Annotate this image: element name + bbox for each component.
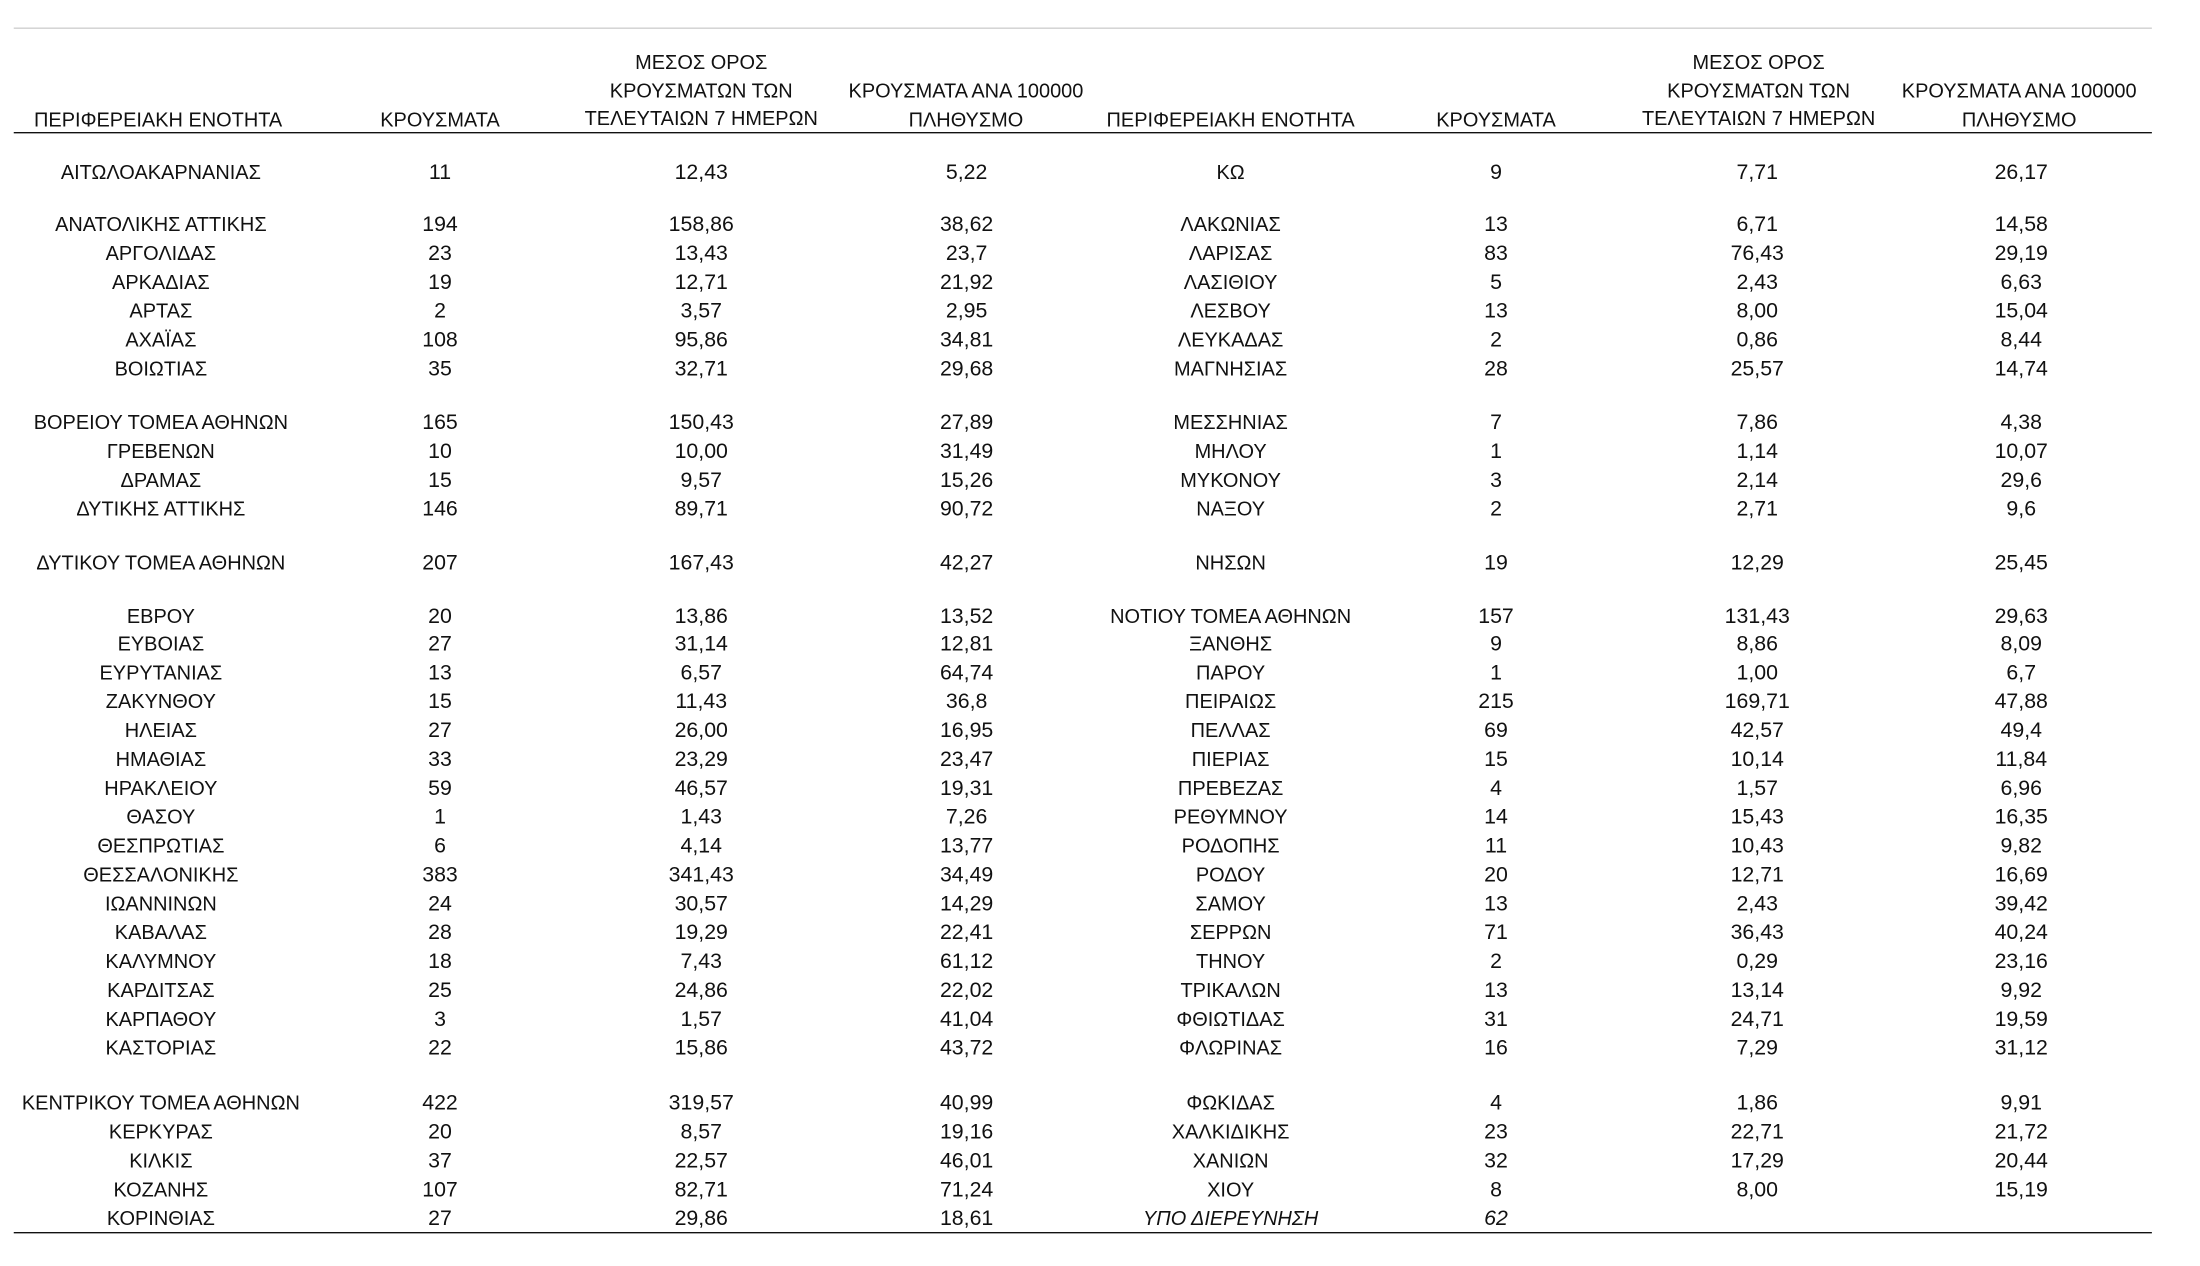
right-cases-per-100k-cell: 14,58 (1994, 213, 2048, 237)
left-seven-day-avg-cell: 341,43 (668, 863, 734, 887)
right-cases-cell: 32 (1484, 1149, 1508, 1173)
left-cases-cell: 10 (428, 440, 452, 464)
left-cases-per-100k-cell: 15,26 (939, 468, 994, 493)
left-cases-per-100k-cell: 12,81 (939, 632, 994, 656)
right-seven-day-avg-cell: 2,43 (1736, 892, 1778, 916)
right-cases-per-100k-cell: 47,88 (1994, 690, 2048, 714)
left-cases-cell: 20 (428, 1120, 452, 1144)
right-cases-cell: 16 (1484, 1036, 1508, 1061)
right-cases-per-100k-cell: 49,4 (2000, 719, 2042, 743)
right-region-name-cell: ΤΡΙΚΑΛΩΝ (1180, 980, 1281, 1003)
left-seven-day-avg-cell: 9,57 (680, 468, 722, 493)
left-region-name-cell: ΖΑΚΥΝΘΟΥ (105, 691, 216, 714)
left-region-name-cell: ΗΜΑΘΙΑΣ (115, 749, 207, 772)
right-seven-day-avg-cell: 13,14 (1730, 979, 1784, 1003)
left-seven-day-avg-cell: 319,57 (668, 1091, 734, 1116)
right-cases-per-100k-cell: 9,92 (2000, 979, 2042, 1003)
left-seven-day-avg-cell: 46,57 (674, 776, 728, 801)
header-avg-line1: ΜΕΣΟΣ ΟΡΟΣ (1692, 52, 1825, 75)
left-region-name-cell: ΓΡΕΒΕΝΩΝ (106, 441, 215, 464)
left-cases-per-100k-cell: 18,61 (939, 1207, 994, 1231)
right-cases-per-100k-cell: 6,63 (2000, 270, 2042, 295)
right-seven-day-avg-cell: 15,43 (1730, 805, 1784, 830)
right-seven-day-avg-cell: 10,43 (1730, 834, 1784, 858)
left-region-name-cell: ΚΑΡΔΙΤΣΑΣ (107, 980, 215, 1003)
right-seven-day-avg-cell: 12,29 (1730, 551, 1784, 575)
left-region-name-cell: ΚΑΡΠΑΘΟΥ (105, 1009, 217, 1032)
left-seven-day-avg-cell: 1,43 (680, 805, 722, 830)
right-region-name-cell: ΛΕΣΒΟΥ (1190, 301, 1271, 324)
right-cases-cell: 31 (1484, 1007, 1508, 1032)
left-region-name-cell: ΙΩΑΝΝΙΝΩΝ (104, 893, 217, 916)
left-cases-per-100k-cell: 34,49 (939, 863, 994, 887)
header-per100k-left (825, 78, 1107, 134)
right-region-name-cell: ΛΕΥΚΑΔΑΣ (1177, 330, 1284, 352)
left-seven-day-avg-cell: 7,43 (680, 950, 722, 974)
right-region-name-cell: ΝΗΣΩΝ (1195, 552, 1266, 575)
left-cases-per-100k-cell: 5,22 (945, 160, 988, 185)
right-region-name-cell: ΚΩ (1216, 162, 1245, 185)
right-region-name-cell: ΜΗΛΟΥ (1194, 441, 1267, 464)
right-cases-per-100k-cell: 10,07 (1994, 440, 2048, 464)
right-seven-day-avg-cell: 25,57 (1730, 357, 1784, 381)
right-region-name-cell: ΥΠΟ ΔΙΕΡΕΥΝΗΣΗ (1142, 1208, 1319, 1231)
left-region-name-cell: ΚΕΡΚΥΡΑΣ (108, 1122, 213, 1144)
left-cases-per-100k-cell: 43,72 (939, 1036, 994, 1061)
right-cases-cell: 11 (1484, 834, 1508, 858)
right-region-name-cell: ΦΩΚΙΔΑΣ (1186, 1093, 1275, 1116)
header-per100k-line1: ΚΡΟΥΣΜΑΤΑ ΑΝΑ 100000 (1901, 81, 2137, 104)
left-seven-day-avg-cell: 32,71 (674, 357, 728, 381)
left-seven-day-avg-cell: 6,57 (680, 661, 722, 685)
right-cases-cell: 2 (1490, 328, 1502, 352)
left-cases-cell: 6 (434, 834, 446, 858)
right-cases-per-100k-cell: 23,16 (1994, 950, 2048, 974)
right-seven-day-avg-cell: 169,71 (1724, 690, 1790, 714)
right-cases-cell: 13 (1484, 979, 1508, 1003)
left-cases-per-100k-cell: 22,41 (939, 921, 994, 945)
right-region-name-cell: ΛΑΚΩΝΙΑΣ (1180, 214, 1281, 237)
left-cases-per-100k-cell: 46,01 (939, 1149, 994, 1173)
right-region-name-cell: ΡΟΔΟΥ (1195, 864, 1266, 887)
left-cases-per-100k-cell: 31,49 (939, 440, 994, 464)
right-seven-day-avg-cell: 22,71 (1730, 1120, 1784, 1144)
right-cases-cell: 1 (1490, 440, 1502, 464)
right-seven-day-avg-cell: 12,71 (1730, 863, 1784, 887)
left-cases-per-100k-cell: 27,89 (939, 411, 994, 435)
right-cases-cell: 4 (1490, 776, 1502, 801)
right-cases-cell: 71 (1484, 921, 1508, 945)
header-avg-line3: ΤΕΛΕΥΤΑΙΩΝ 7 ΗΜΕΡΩΝ (1641, 108, 1876, 131)
left-seven-day-avg-cell: 12,71 (674, 270, 728, 295)
left-cases-cell: 27 (428, 1207, 452, 1231)
left-cases-cell: 20 (428, 605, 452, 629)
header-avg-line1: ΜΕΣΟΣ ΟΡΟΣ (635, 52, 768, 75)
left-cases-cell: 3 (434, 1007, 446, 1032)
right-cases-cell: 83 (1484, 242, 1508, 266)
right-seven-day-avg-cell: 0,29 (1736, 950, 1778, 974)
right-region-name-cell: ΜΕΣΣΗΝΙΑΣ (1173, 412, 1288, 435)
right-region-name-cell: ΡΕΘΥΜΝΟΥ (1173, 807, 1288, 830)
right-cases-cell: 13 (1484, 892, 1508, 916)
right-seven-day-avg-cell: 8,00 (1736, 1178, 1778, 1202)
header-avg-line2: ΚΡΟΥΣΜΑΤΩΝ ΤΩΝ (1667, 80, 1851, 103)
left-cases-per-100k-cell: 36,8 (945, 690, 988, 714)
left-cases-cell: 22 (428, 1036, 452, 1061)
right-cases-per-100k-cell: 20,44 (1994, 1149, 2048, 1173)
right-cases-cell: 15 (1484, 748, 1508, 772)
right-cases-per-100k-cell: 9,91 (2000, 1091, 2042, 1116)
right-region-name-cell: ΠΡΕΒΕΖΑΣ (1177, 778, 1284, 801)
right-region-name-cell: ΝΑΞΟΥ (1196, 499, 1266, 522)
left-seven-day-avg-cell: 82,71 (674, 1178, 728, 1202)
left-region-name-cell: ΑΧΑΪΑΣ (125, 330, 197, 352)
left-cases-cell: 33 (428, 748, 452, 772)
left-seven-day-avg-cell: 29,86 (674, 1207, 728, 1231)
left-cases-cell: 11 (428, 160, 452, 185)
right-cases-cell: 62 (1484, 1207, 1508, 1231)
right-seven-day-avg-cell: 1,14 (1736, 440, 1778, 464)
header-cases-right: ΚΡΟΥΣΜΑΤΑ (1436, 110, 1556, 132)
left-cases-cell: 35 (428, 357, 452, 381)
left-cases-cell: 27 (428, 632, 452, 656)
left-region-name-cell: ΚΟΡΙΝΘΙΑΣ (106, 1208, 215, 1231)
right-region-name-cell: ΦΘΙΩΤΙΔΑΣ (1176, 1009, 1285, 1032)
left-seven-day-avg-cell: 8,57 (680, 1120, 722, 1144)
right-region-name-cell: ΠΑΡΟΥ (1196, 662, 1266, 685)
right-seven-day-avg-cell: 42,57 (1730, 719, 1784, 743)
left-cases-cell: 25 (428, 979, 452, 1003)
right-region-name-cell: ΣΑΜΟΥ (1195, 893, 1266, 916)
right-region-name-cell: ΤΗΝΟΥ (1196, 951, 1266, 974)
right-seven-day-avg-cell: 2,43 (1736, 270, 1778, 295)
right-seven-day-avg-cell: 0,86 (1736, 328, 1778, 352)
right-cases-cell: 28 (1484, 357, 1508, 381)
left-seven-day-avg-cell: 13,86 (674, 605, 728, 629)
right-cases-per-100k-cell: 31,12 (1994, 1036, 2048, 1061)
left-region-name-cell: ΑΡΚΑΔΙΑΣ (112, 272, 210, 295)
right-cases-cell: 7 (1490, 411, 1502, 435)
right-cases-cell: 9 (1490, 632, 1502, 656)
right-seven-day-avg-cell: 1,86 (1736, 1091, 1778, 1116)
left-region-name-cell: ΑΡΓΟΛΙΔΑΣ (105, 243, 217, 266)
left-cases-per-100k-cell: 7,26 (945, 805, 988, 830)
header-rule (14, 132, 2152, 133)
left-region-name-cell: ΔΡΑΜΑΣ (120, 470, 202, 493)
left-cases-per-100k-cell: 23,47 (939, 748, 994, 772)
left-cases-per-100k-cell: 29,68 (939, 357, 994, 381)
right-region-name-cell: ΦΛΩΡΙΝΑΣ (1179, 1038, 1283, 1061)
right-cases-per-100k-cell: 40,24 (1994, 921, 2048, 945)
left-cases-per-100k-cell: 16,95 (939, 719, 994, 743)
left-region-name-cell: ΒΟΡΕΙΟΥ ΤΟΜΕΑ ΑΘΗΝΩΝ (33, 412, 289, 435)
left-cases-cell: 13 (428, 661, 452, 685)
left-cases-cell: 107 (422, 1178, 458, 1202)
right-region-name-cell: ΜΑΓΝΗΣΙΑΣ (1174, 358, 1288, 381)
right-cases-per-100k-cell: 14,74 (1994, 357, 2048, 381)
left-cases-per-100k-cell: 19,16 (939, 1120, 994, 1144)
right-cases-per-100k-cell: 8,09 (2000, 632, 2042, 656)
right-cases-per-100k-cell: 19,59 (1994, 1007, 2048, 1032)
right-cases-cell: 157 (1478, 605, 1514, 629)
left-region-name-cell: ΚΟΖΑΝΗΣ (113, 1179, 209, 1202)
right-cases-per-100k-cell: 4,38 (2000, 411, 2042, 435)
right-cases-per-100k-cell: 25,45 (1994, 551, 2048, 575)
header-per100k-line2: ΠΛΗΘΥΣΜΟ (1961, 109, 2077, 132)
right-region-name-cell: ΧΑΛΚΙΔΙΚΗΣ (1171, 1122, 1290, 1144)
right-cases-cell: 5 (1490, 270, 1502, 295)
left-seven-day-avg-cell: 31,14 (674, 632, 728, 656)
right-region-name-cell: ΧΑΝΙΩΝ (1192, 1150, 1269, 1173)
left-seven-day-avg-cell: 24,86 (674, 979, 728, 1003)
right-region-name-cell: ΛΑΣΙΘΙΟΥ (1183, 272, 1278, 295)
right-cases-cell: 215 (1478, 690, 1514, 714)
left-cases-per-100k-cell: 13,77 (939, 834, 994, 858)
left-region-name-cell: ΒΟΙΩΤΙΑΣ (114, 358, 208, 381)
left-seven-day-avg-cell: 19,29 (674, 921, 728, 945)
left-seven-day-avg-cell: 3,57 (680, 299, 722, 324)
left-seven-day-avg-cell: 1,57 (680, 1007, 722, 1032)
left-region-name-cell: ΑΙΤΩΛΟΑΚΑΡΝΑΝΙΑΣ (60, 162, 261, 185)
header-region-left: ΠΕΡΙΦΕΡΕΙΑΚΗ ΕΝΟΤΗΤΑ (34, 110, 283, 132)
left-seven-day-avg-cell: 13,43 (674, 242, 728, 266)
left-cases-per-100k-cell: 64,74 (939, 661, 994, 685)
right-seven-day-avg-cell: 7,29 (1736, 1036, 1778, 1061)
right-cases-cell: 19 (1484, 551, 1508, 575)
left-cases-cell: 1 (434, 805, 446, 830)
left-seven-day-avg-cell: 150,43 (668, 411, 734, 435)
right-cases-cell: 13 (1484, 299, 1508, 324)
left-cases-cell: 2 (434, 299, 446, 324)
header-avg-right (1628, 50, 1889, 135)
right-region-name-cell: ΣΕΡΡΩΝ (1189, 922, 1272, 945)
right-cases-per-100k-cell: 15,04 (1994, 299, 2048, 324)
right-cases-cell: 4 (1490, 1091, 1502, 1116)
left-cases-per-100k-cell: 71,24 (939, 1178, 994, 1202)
left-cases-per-100k-cell: 41,04 (939, 1007, 994, 1032)
left-region-name-cell: ΚΙΛΚΙΣ (129, 1150, 193, 1173)
left-region-name-cell: ΘΕΣΠΡΩΤΙΑΣ (97, 836, 225, 858)
left-cases-per-100k-cell: 38,62 (939, 213, 994, 237)
left-cases-cell: 165 (422, 411, 458, 435)
left-seven-day-avg-cell: 167,43 (668, 551, 734, 575)
left-cases-cell: 207 (422, 551, 458, 575)
left-region-name-cell: ΑΝΑΤΟΛΙΚΗΣ ΑΤΤΙΚΗΣ (55, 214, 267, 237)
bottom-rule (14, 1232, 2152, 1233)
left-cases-cell: 59 (428, 776, 452, 801)
right-region-name-cell: ΠΙΕΡΙΑΣ (1191, 749, 1270, 772)
header-avg-line3: ΤΕΛΕΥΤΑΙΩΝ 7 ΗΜΕΡΩΝ (584, 108, 818, 131)
left-region-name-cell: ΚΕΝΤΡΙΚΟΥ ΤΟΜΕΑ ΑΘΗΝΩΝ (21, 1093, 300, 1116)
left-seven-day-avg-cell: 22,57 (674, 1149, 728, 1173)
right-cases-cell: 3 (1490, 468, 1502, 493)
right-cases-cell: 69 (1484, 719, 1508, 743)
left-seven-day-avg-cell: 23,29 (674, 748, 728, 772)
right-cases-per-100k-cell: 15,19 (1994, 1178, 2048, 1202)
right-region-name-cell: ΜΥΚΟΝΟΥ (1180, 470, 1281, 493)
left-seven-day-avg-cell: 95,86 (674, 328, 728, 352)
left-cases-per-100k-cell: 13,52 (939, 605, 994, 629)
right-cases-per-100k-cell: 29,63 (1994, 605, 2048, 629)
right-cases-per-100k-cell: 6,96 (2000, 776, 2042, 801)
right-cases-per-100k-cell: 29,19 (1994, 242, 2048, 266)
right-seven-day-avg-cell: 36,43 (1730, 921, 1784, 945)
right-seven-day-avg-cell: 7,86 (1736, 411, 1778, 435)
left-cases-per-100k-cell: 34,81 (939, 328, 994, 352)
header-per100k-line2: ΠΛΗΘΥΣΜΟ (908, 109, 1024, 132)
left-region-name-cell: ΚΑΒΑΛΑΣ (114, 922, 207, 945)
right-cases-cell: 20 (1484, 863, 1508, 887)
right-seven-day-avg-cell: 8,00 (1736, 299, 1778, 324)
right-cases-cell: 2 (1490, 497, 1502, 522)
right-region-name-cell: ΝΟΤΙΟΥ ΤΟΜΕΑ ΑΘΗΝΩΝ (1110, 606, 1352, 629)
right-cases-cell: 1 (1490, 661, 1502, 685)
left-cases-cell: 146 (422, 497, 458, 522)
left-cases-cell: 108 (422, 328, 458, 352)
left-cases-cell: 24 (428, 892, 452, 916)
left-cases-per-100k-cell: 14,29 (939, 892, 994, 916)
left-region-name-cell: ΘΕΣΣΑΛΟΝΙΚΗΣ (83, 864, 239, 887)
left-cases-cell: 422 (422, 1091, 458, 1116)
header-per100k-right (1878, 78, 2160, 134)
right-seven-day-avg-cell: 17,29 (1730, 1149, 1784, 1173)
left-cases-per-100k-cell: 19,31 (939, 776, 994, 801)
right-seven-day-avg-cell: 10,14 (1730, 748, 1784, 772)
right-region-name-cell: ΠΕΛΛΑΣ (1190, 720, 1271, 743)
left-seven-day-avg-cell: 158,86 (668, 213, 734, 237)
left-cases-per-100k-cell: 40,99 (939, 1091, 994, 1116)
left-region-name-cell: ΘΑΣΟΥ (126, 807, 196, 830)
left-cases-cell: 194 (422, 213, 458, 237)
left-cases-cell: 383 (422, 863, 458, 887)
right-cases-cell: 2 (1490, 950, 1502, 974)
header-cases-left: ΚΡΟΥΣΜΑΤΑ (380, 110, 500, 132)
left-cases-cell: 37 (428, 1149, 452, 1173)
left-seven-day-avg-cell: 30,57 (674, 892, 728, 916)
header-per100k-line1: ΚΡΟΥΣΜΑΤΑ ΑΝΑ 100000 (848, 81, 1084, 104)
left-cases-per-100k-cell: 23,7 (945, 242, 988, 266)
header-avg-line2: ΚΡΟΥΣΜΑΤΩΝ ΤΩΝ (609, 80, 793, 103)
left-cases-per-100k-cell: 61,12 (939, 950, 994, 974)
right-cases-cell: 23 (1484, 1120, 1508, 1144)
left-region-name-cell: ΕΥΡΥΤΑΝΙΑΣ (99, 662, 223, 685)
right-seven-day-avg-cell: 7,71 (1736, 160, 1778, 185)
right-seven-day-avg-cell: 24,71 (1730, 1007, 1784, 1032)
top-divider (14, 28, 2152, 29)
header-avg-left (571, 50, 832, 135)
left-cases-per-100k-cell: 42,27 (939, 551, 994, 575)
right-cases-per-100k-cell: 16,35 (1994, 805, 2048, 830)
left-region-name-cell: ΗΡΑΚΛΕΙΟΥ (104, 778, 218, 801)
left-cases-cell: 19 (428, 270, 452, 295)
right-region-name-cell: ΠΕΙΡΑΙΩΣ (1185, 691, 1277, 714)
left-seven-day-avg-cell: 26,00 (674, 719, 728, 743)
left-cases-cell: 15 (428, 468, 452, 493)
left-region-name-cell: ΑΡΤΑΣ (129, 301, 193, 324)
left-cases-per-100k-cell: 22,02 (939, 979, 994, 1003)
left-cases-cell: 27 (428, 719, 452, 743)
right-region-name-cell: ΧΙΟΥ (1207, 1179, 1255, 1202)
right-cases-cell: 13 (1484, 213, 1508, 237)
right-seven-day-avg-cell: 2,14 (1736, 468, 1778, 493)
right-cases-per-100k-cell: 26,17 (1994, 160, 2048, 185)
right-cases-per-100k-cell: 39,42 (1994, 892, 2048, 916)
right-seven-day-avg-cell: 1,00 (1736, 661, 1778, 685)
right-cases-cell: 8 (1490, 1178, 1502, 1202)
left-cases-per-100k-cell: 2,95 (945, 299, 988, 324)
right-cases-per-100k-cell: 21,72 (1994, 1120, 2048, 1144)
left-seven-day-avg-cell: 11,43 (675, 690, 728, 714)
left-region-name-cell: ΕΒΡΟΥ (126, 606, 195, 629)
right-seven-day-avg-cell: 2,71 (1736, 497, 1778, 522)
left-cases-cell: 23 (428, 242, 452, 266)
right-seven-day-avg-cell: 6,71 (1736, 213, 1778, 237)
right-seven-day-avg-cell: 131,43 (1724, 605, 1790, 629)
left-cases-cell: 18 (428, 950, 452, 974)
left-cases-per-100k-cell: 90,72 (939, 497, 994, 522)
right-seven-day-avg-cell: 1,57 (1736, 776, 1778, 801)
left-region-name-cell: ΗΛΕΙΑΣ (124, 720, 197, 743)
right-cases-per-100k-cell: 8,44 (2000, 328, 2042, 352)
left-seven-day-avg-cell: 15,86 (674, 1036, 728, 1061)
right-cases-per-100k-cell: 11,84 (1995, 748, 2048, 772)
left-seven-day-avg-cell: 10,00 (674, 440, 728, 464)
right-region-name-cell: ΡΟΔΟΠΗΣ (1181, 836, 1280, 858)
right-cases-per-100k-cell: 29,6 (2000, 468, 2042, 493)
right-region-name-cell: ΛΑΡΙΣΑΣ (1188, 243, 1273, 266)
left-region-name-cell: ΚΑΣΤΟΡΙΑΣ (105, 1038, 217, 1061)
right-cases-per-100k-cell: 16,69 (1994, 863, 2048, 887)
right-cases-cell: 14 (1484, 805, 1508, 830)
left-cases-cell: 28 (428, 921, 452, 945)
right-region-name-cell: ΞΑΝΘΗΣ (1189, 633, 1273, 656)
right-cases-cell: 9 (1490, 160, 1502, 185)
left-region-name-cell: ΚΑΛΥΜΝΟΥ (105, 951, 217, 974)
left-seven-day-avg-cell: 12,43 (674, 160, 728, 185)
left-region-name-cell: ΕΥΒΟΙΑΣ (117, 633, 205, 656)
header-region-right: ΠΕΡΙΦΕΡΕΙΑΚΗ ΕΝΟΤΗΤΑ (1106, 110, 1355, 132)
right-seven-day-avg-cell: 76,43 (1730, 242, 1784, 266)
right-cases-per-100k-cell: 9,82 (2000, 834, 2042, 858)
left-cases-cell: 15 (428, 690, 452, 714)
left-cases-per-100k-cell: 21,92 (939, 270, 994, 295)
left-seven-day-avg-cell: 89,71 (674, 497, 728, 522)
left-seven-day-avg-cell: 4,14 (680, 834, 722, 858)
right-cases-per-100k-cell: 6,7 (2006, 661, 2037, 685)
left-region-name-cell: ΔΥΤΙΚΟΥ ΤΟΜΕΑ ΑΘΗΝΩΝ (36, 552, 286, 575)
left-region-name-cell: ΔΥΤΙΚΗΣ ΑΤΤΙΚΗΣ (76, 499, 246, 522)
right-cases-per-100k-cell: 9,6 (2006, 497, 2037, 522)
right-seven-day-avg-cell: 8,86 (1736, 632, 1778, 656)
